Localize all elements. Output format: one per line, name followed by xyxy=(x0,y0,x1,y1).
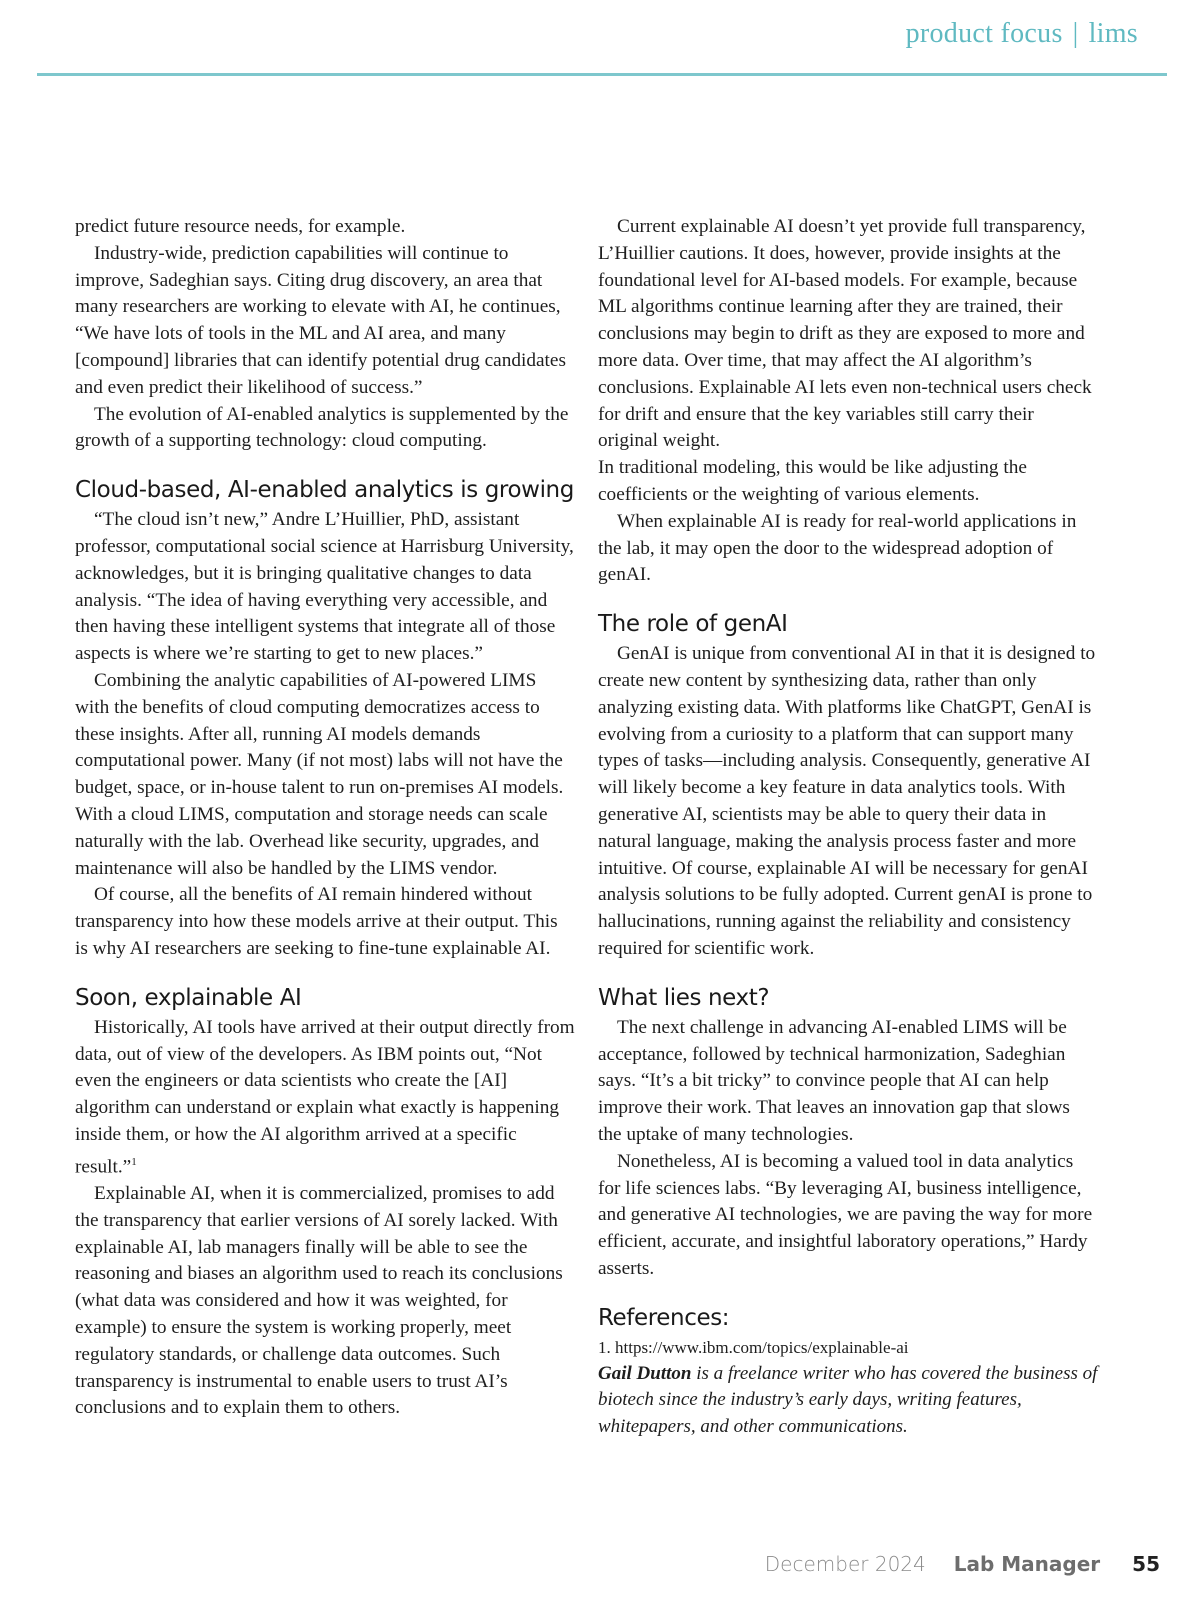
paragraph: In traditional modeling, this would be like adjusting the coefficients or the weighting of various elements. xyxy=(598,457,1027,505)
paragraph: Nonetheless, AI is becoming a valued tool in data analytics for life sciences labs. “By leveraging AI, business intelligence, and generative AI technologies, we are paving the way for more efficient, accurate, and insightful laboratory operations,” Hardy asserts. xyxy=(598,1150,1093,1279)
paragraph: When explainable AI is ready for real-world applications in the lab, it may open the door to the widespread adoption of genAI. xyxy=(598,510,1077,586)
section-heading-explainable: Soon, explainable AI xyxy=(75,984,302,1011)
paragraph: predict future resource needs, for example. xyxy=(75,216,406,237)
author-name: Gail Dutton xyxy=(598,1362,692,1384)
paragraph-text: Historically, AI tools have arrived at their output directly from data, out of view of the developers. As IBM points out, “Not even the engineers or data scientists who create the [AI] algorithm can understand or explain what exactly is happening inside them, or how the AI algorithm arrived at a specific result.” xyxy=(75,1016,575,1178)
header-separator: | xyxy=(1072,18,1079,49)
paragraph: Current explainable AI doesn’t yet provide full transparency, L’Huillier cautions. It does, however, provide insights at the foundational level for AI-based models. For example, because ML algorithms continue learning after they are trained, their conclusions may begin to drift as they are exposed to more and more data. Over time, that may affect the AI algorithm’s conclusions. Explainable AI lets even non-technical users check for drift and ensure that the key variables still carry their original weight. xyxy=(598,216,1092,452)
paragraph xyxy=(75,1015,575,1181)
section-heading-genai: The role of genAI xyxy=(598,611,788,638)
paragraph: The evolution of AI-enabled analytics is supplemented by the growth of a supporting technology: cloud computing. xyxy=(75,403,569,452)
paragraph: Of course, all the benefits of AI remain hindered without transparency into how these models arrive at their output. This is why AI researchers are seeking to fine-tune explainable AI. xyxy=(75,884,558,959)
right-column xyxy=(598,214,1098,1440)
footnote-marker: 1 xyxy=(131,1155,137,1168)
left-column xyxy=(75,214,575,1422)
paragraph: The next challenge in advancing AI-enabled LIMS will be acceptance, followed by technical harmonization, Sadeghian says. “It’s a bit tricky” to convince people that AI can help improve their work. That leaves an innovation gap that slows the uptake of many technologies. xyxy=(598,1016,1070,1145)
section-heading-next: What lies next? xyxy=(598,984,770,1011)
running-header xyxy=(906,18,1138,50)
magazine-name: Lab Manager xyxy=(953,1552,1101,1576)
issue-date: December 2024 xyxy=(764,1552,926,1576)
section-heading-cloud: Cloud-based, AI-enabled analytics is growing xyxy=(75,477,574,504)
page-footer xyxy=(765,1552,1160,1576)
paragraph: Industry-wide, prediction capabilities will continue to improve, Sadeghian says. Citing drug discovery, an area that many researchers are working to elevate with AI, he continues, “We have lots of tools in the ML and AI area, and many [compound] libraries that can identify potential drug candidates and even predict their likelihood of success.” xyxy=(75,242,566,398)
paragraph: GenAI is unique from conventional AI in that it is designed to create new content by synthesizing data, rather than only analyzing existing data. With platforms like ChatGPT, GenAI is evolving from a curiosity to a platform that can support many types of tasks—including analysis. Consequently, generative AI will likely become a key feature in data analytics tools. With generative AI, scientists may be able to query their data in natural language, making the analysis process faster and more intuitive. Of course, explainable AI will be necessary for genAI analysis solutions to be fully adopted. Current genAI is prone to hallucinations, running against the reliability and consistency required for scientific work. xyxy=(598,643,1096,959)
header-topic: lims xyxy=(1088,18,1138,49)
header-rule xyxy=(37,73,1167,76)
author-bio-text: is a freelance writer who has covered the business of biotech since the industry’s early days, writing features, whitepapers, and other communications. xyxy=(598,1362,1098,1437)
reference-item: 1. https://www.ibm.com/topics/explainable-ai xyxy=(598,1337,909,1357)
author-bio xyxy=(598,1361,1098,1441)
paragraph: Combining the analytic capabilities of AI-powered LIMS with the benefits of cloud computing democratizes access to these insights. After all, running AI models demands computational power. Many (if not most) labs will not have the budget, space, or in-house talent to run on-premises AI models. With a cloud LIMS, computation and storage needs can scale naturally with the lab. Overhead like security, upgrades, and maintenance will also be handled by the LIMS vendor. xyxy=(75,669,564,879)
paragraph: “The cloud isn’t new,” Andre L’Huillier, PhD, assistant professor, computational social science at Harrisburg University, acknowledges, but it is bringing qualitative changes to data analysis. “The idea of having everything very accessible, and then having these intelligent systems that integrate all of those aspects is where we’re starting to get to new places.” xyxy=(75,509,574,665)
section-heading-references: References: xyxy=(598,1304,730,1331)
header-section: product focus xyxy=(905,18,1063,49)
paragraph: Explainable AI, when it is commercialized, promises to add the transparency that earlier versions of AI sorely lacked. With explainable AI, lab managers finally will be able to see the reasoning and biases an algorithm used to reach its conclusions (what data was considered and how it was weighted, for example) to ensure the system is working properly, meet regulatory standards, or challenge data outcomes. Such transparency is instrumental to enable users to trust AI’s conclusions and to explain them to others. xyxy=(75,1182,563,1419)
page-number: 55 xyxy=(1132,1552,1160,1576)
